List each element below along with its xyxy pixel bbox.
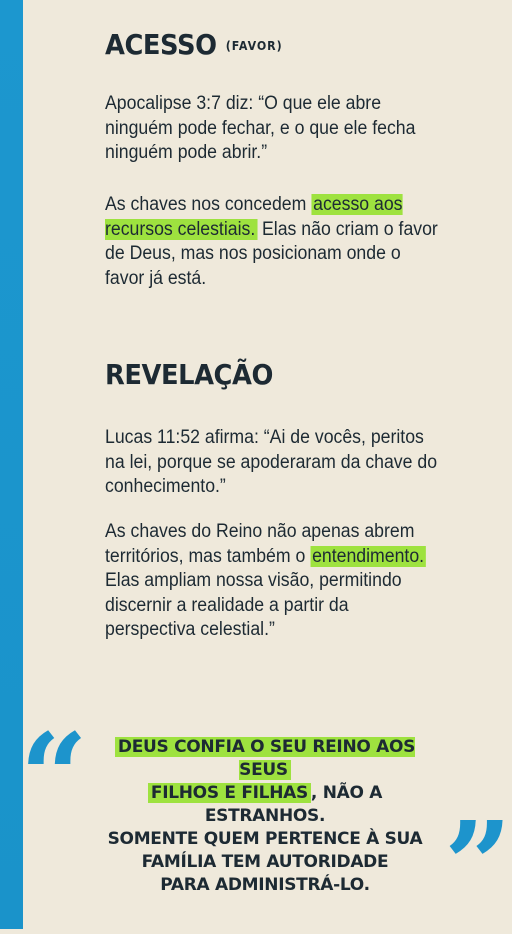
revelacao-paragraph-1-wrap (105, 426, 445, 500)
open-quote-icon: “ (20, 707, 88, 846)
callout-quote (100, 736, 430, 897)
heading-acesso-tag: (FAVOR) (225, 39, 283, 53)
callout-line-4: FAMÍLIA TEM AUTORIDADE (141, 852, 389, 872)
acesso-paragraph-2-wrap (105, 193, 445, 291)
revelacao-p2-highlight: entendimento. (312, 545, 425, 567)
callout-highlight-2: FILHOS E FILHAS (148, 783, 311, 803)
heading-revelacao: REVELAÇÃO (105, 358, 273, 391)
revelacao-paragraph-1: Lucas 11:52 afirma: “Ai de vocês, peritos na lei, porque se apoderaram da chave do conhecimento.” (105, 427, 438, 497)
callout-line-3: SOMENTE QUEM PERTENCE À SUA (107, 829, 423, 849)
acesso-paragraph-1-wrap (105, 92, 445, 166)
acesso-p2-before: As chaves nos concedem (105, 194, 312, 215)
heading-acesso (105, 28, 418, 61)
revelacao-paragraph-2 (105, 520, 440, 643)
close-quote-icon: ” (444, 795, 512, 934)
callout-line-2 (100, 782, 430, 828)
acesso-paragraph-1: Apocalipse 3:7 diz: “O que ele abre ninguém pode fechar, e o que ele fecha ninguém pode abrir.” (105, 93, 416, 163)
heading-acesso-title: ACESSO (105, 28, 217, 61)
acesso-p2-after: Elas não criam o favor de Deus, mas nos posicionam onde o favor já está. (105, 218, 438, 289)
acesso-paragraph-2 (105, 193, 440, 291)
section-acesso (105, 28, 445, 61)
revelacao-p2-before: As chaves do Reino não apenas abrem territórios, mas também o (105, 521, 415, 567)
section-revelacao (105, 358, 445, 391)
callout-line-1 (100, 736, 430, 782)
acesso-p2-highlight: acesso aos recursos celestiais. (105, 194, 403, 240)
callout-line-2-rest: , NÃO A ESTRANHOS. (204, 783, 383, 826)
callout-line-5: PARA ADMINISTRÁ-LO. (160, 875, 370, 895)
revelacao-paragraph-2-wrap (105, 520, 445, 643)
callout-highlight-1: DEUS CONFIA O SEU REINO AOS SEUS (115, 737, 415, 780)
revelacao-p2-after: Elas ampliam nossa visão, permitindo discernir a realidade a partir da perspectiva celestial.” (105, 570, 402, 640)
